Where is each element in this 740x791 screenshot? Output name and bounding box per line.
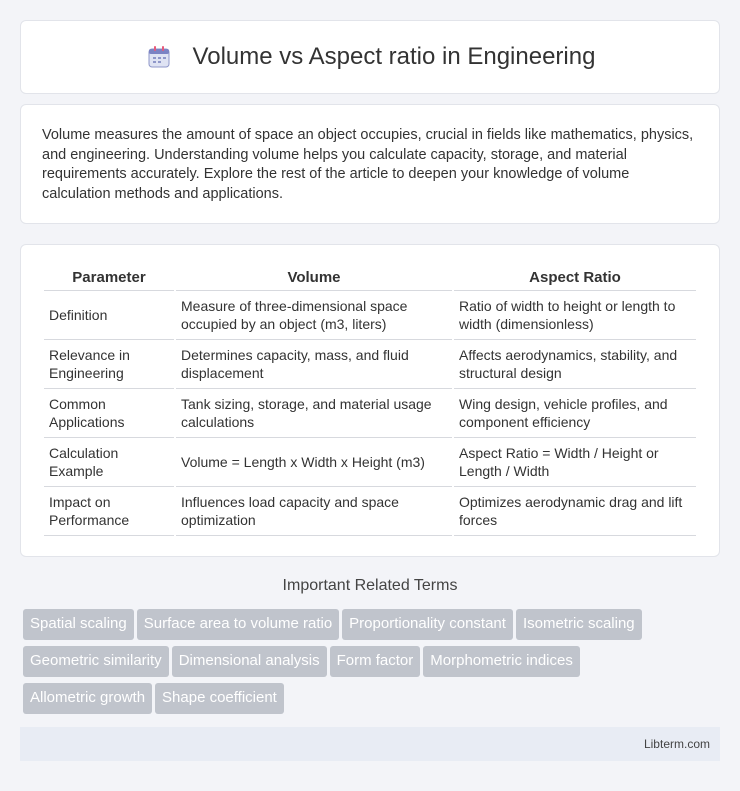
table-cell: Volume = Length x Width x Height (m3)	[176, 438, 452, 487]
table-cell: Optimizes aerodynamic drag and lift forces	[454, 487, 696, 536]
table-cell: Common Applications	[44, 389, 174, 438]
tag-link[interactable]: Surface area to volume ratio	[137, 609, 339, 640]
table-cell: Measure of three-dimensional space occupied by an object (m3, liters)	[176, 291, 452, 340]
intro-card	[20, 104, 720, 224]
tag-link[interactable]: Form factor	[330, 646, 421, 677]
table-cell: Affects aerodynamics, stability, and structural design	[454, 340, 696, 389]
table-cell: Ratio of width to height or length to width (dimensionless)	[454, 291, 696, 340]
table-cell: Wing design, vehicle profiles, and component efficiency	[454, 389, 696, 438]
intro-text: Volume measures the amount of space an object occupies, crucial in fields like mathematics, physics, and engineering. Understanding volume helps you calculate capacity, storage, and material requirements accurately. Explore the rest of the article to deepen your knowledge of volume calculation methods and applications.	[42, 127, 694, 202]
tag-link[interactable]: Allometric growth	[23, 683, 152, 714]
footer-site-link[interactable]: Libterm.com	[643, 737, 710, 751]
table-card	[20, 244, 720, 557]
header-parameter: Parameter	[44, 265, 174, 291]
page-title: Volume vs Aspect ratio in Engineering	[192, 43, 596, 70]
table-cell: Determines capacity, mass, and fluid displacement	[176, 340, 452, 389]
table-row	[44, 340, 696, 389]
footer	[20, 727, 720, 761]
table-cell: Calculation Example	[44, 438, 174, 487]
table-row	[44, 291, 696, 340]
comparison-table	[42, 265, 698, 536]
table-row	[44, 389, 696, 438]
title-card	[20, 20, 720, 94]
table-cell: Impact on Performance	[44, 487, 174, 536]
header-aspect-ratio: Aspect Ratio	[454, 265, 696, 291]
tag-link[interactable]: Dimensional analysis	[172, 646, 327, 677]
tag-link[interactable]: Isometric scaling	[516, 609, 642, 640]
table-row	[44, 438, 696, 487]
tag-link[interactable]: Morphometric indices	[423, 646, 580, 677]
table-cell: Aspect Ratio = Width / Height or Length / Width	[454, 438, 696, 487]
table-row	[44, 487, 696, 536]
table-cell: Tank sizing, storage, and material usage calculations	[176, 389, 452, 438]
related-terms-tags	[23, 609, 723, 720]
tag-link[interactable]: Proportionality constant	[342, 609, 513, 640]
tag-link[interactable]: Spatial scaling	[23, 609, 134, 640]
header-volume: Volume	[176, 265, 452, 291]
table-cell: Definition	[44, 291, 174, 340]
tag-link[interactable]: Geometric similarity	[23, 646, 169, 677]
table-header-row	[44, 265, 696, 291]
table-cell: Influences load capacity and space optimization	[176, 487, 452, 536]
calendar-icon	[145, 43, 173, 71]
table-cell: Relevance in Engineering	[44, 340, 174, 389]
tag-link[interactable]: Shape coefficient	[155, 683, 284, 714]
related-terms-title: Important Related Terms	[282, 577, 458, 594]
